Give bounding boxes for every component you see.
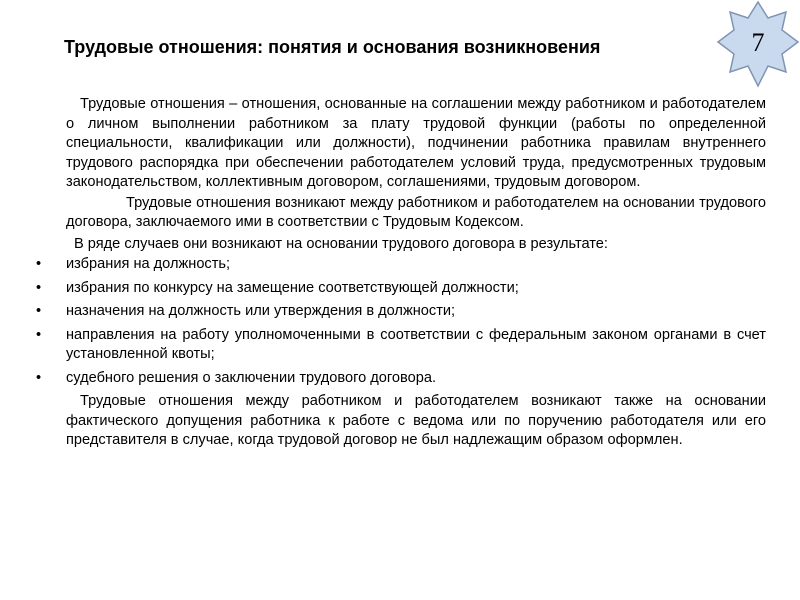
list-item-text: избрания на должность;: [66, 256, 231, 272]
bullet-icon: •: [36, 256, 42, 272]
slide-title: Трудовые отношения: понятия и основания возникновения: [64, 37, 601, 57]
bullet-icon: •: [36, 303, 42, 319]
page-number: 7: [751, 28, 765, 57]
list-item-text: избрания по конкурсу на замещение соответствующей должности;: [66, 279, 519, 296]
page-number-badge: [716, 0, 800, 88]
bullet-icon: •: [36, 326, 42, 343]
list-item-text: направления на работу уполномоченными в соответствии с федеральным законом органами в счет установленной квоты;: [66, 326, 766, 362]
bullet-icon: •: [36, 279, 42, 296]
basis-paragraph: Трудовые отношения возникают между работником и работодателем на основании трудового договора, заключаемого ими в соответствии с Трудовым Кодексом.: [66, 194, 766, 230]
list-item-text: судебного решения о заключении трудового договора.: [66, 369, 437, 386]
list-item: [36, 255, 766, 275]
definition-paragraph: Трудовые отношения – отношения, основанные на соглашении между работником и работодателем о личном выполнении работником за плату трудовой функции (работы по определенной специальности, квалификации или должности), подчинении работника правилам внутреннего трудового распорядка при обеспечении работодателем условий труда, предусмотренных трудовым законодательством, коллективным договором, соглашениями, трудовым договором.: [66, 96, 766, 190]
grounds-list: [36, 255, 766, 388]
list-item: [36, 302, 766, 322]
list-item: [36, 369, 766, 389]
intro-paragraph: В ряде случаев они возникают на основании трудового договора в результате:: [74, 235, 608, 252]
bullet-icon: •: [36, 369, 42, 386]
list-item-text: назначения на должность или утверждения в должности;: [66, 303, 456, 319]
slide-body: [36, 95, 766, 451]
factual-admission-paragraph: Трудовые отношения между работником и работодателем возникают также на основании фактического допущения работника к работе с ведома или по поручению работодателя или его представителя в случае, когда трудовой договор не был надлежащим образом оформлен.: [66, 393, 766, 448]
list-item: [36, 279, 766, 299]
list-item: [36, 326, 766, 365]
